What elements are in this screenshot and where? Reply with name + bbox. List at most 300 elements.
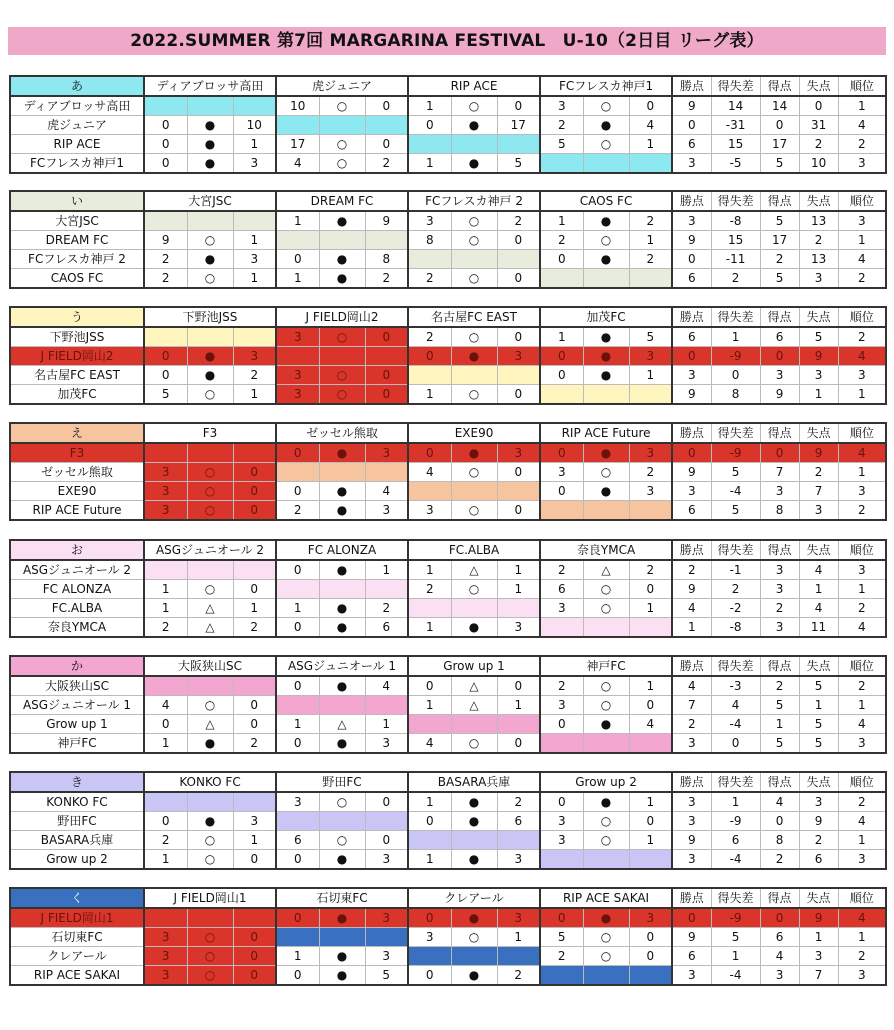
goals-against: 6: [365, 618, 408, 638]
self-match-cell: [540, 966, 583, 986]
goals-for: 3: [276, 327, 319, 347]
goals-against: 0: [233, 463, 276, 482]
goal-difference: -4: [711, 482, 760, 501]
goal-difference: -8: [711, 618, 760, 638]
goals-against: 4: [629, 116, 672, 135]
goals-against: 1: [629, 831, 672, 850]
goal-difference: -9: [711, 443, 760, 463]
stat-header: 得点: [760, 191, 799, 211]
goals-against: 0: [629, 96, 672, 116]
result-mark: ●: [583, 443, 629, 463]
result-mark: ●: [451, 966, 497, 986]
result-mark: ●: [451, 812, 497, 831]
self-match-cell: [319, 231, 365, 250]
self-match-cell: [497, 831, 540, 850]
stat-header: 勝点: [672, 76, 711, 96]
self-match-cell: [497, 250, 540, 269]
points: 4: [672, 599, 711, 618]
goals-against: 1: [233, 231, 276, 250]
goals-conceded: 7: [799, 966, 838, 986]
table-row: [10, 928, 886, 947]
rank: 1: [838, 696, 886, 715]
result-mark: ●: [451, 850, 497, 870]
opponent-header: ASGジュニオール 1: [276, 656, 408, 676]
stat-header: 得失差: [711, 191, 760, 211]
self-match-cell: [583, 385, 629, 405]
result-mark: ●: [451, 116, 497, 135]
self-match-cell: [451, 250, 497, 269]
goals-against: 5: [365, 966, 408, 986]
table-row: [10, 908, 886, 928]
result-mark: ●: [319, 850, 365, 870]
table-row: [10, 250, 886, 269]
rank: 4: [838, 250, 886, 269]
goals-conceded: 3: [799, 269, 838, 289]
result-mark: ○: [583, 580, 629, 599]
result-mark: ○: [187, 482, 233, 501]
result-mark: ●: [319, 908, 365, 928]
opponent-header: F3: [144, 423, 276, 443]
goal-difference: -9: [711, 908, 760, 928]
goals-conceded: 4: [799, 560, 838, 580]
goals-conceded: 1: [799, 928, 838, 947]
table-row: [10, 366, 886, 385]
self-match-cell: [319, 347, 365, 366]
points: 0: [672, 908, 711, 928]
goal-difference: -9: [711, 812, 760, 831]
result-mark: ●: [451, 618, 497, 638]
goals-for: 1: [408, 618, 451, 638]
goals-against: 5: [497, 154, 540, 174]
result-mark: ○: [187, 831, 233, 850]
result-mark: ●: [451, 792, 497, 812]
team-name: FCフレスカ神戸1: [10, 154, 144, 174]
table-row: [10, 831, 886, 850]
stat-header: 得点: [760, 540, 799, 560]
goals-for: 1: [276, 947, 319, 966]
result-mark: ○: [187, 928, 233, 947]
league-table-7: [9, 771, 887, 870]
result-mark: ●: [187, 347, 233, 366]
points: 3: [672, 734, 711, 754]
goals-for: 3: [276, 385, 319, 405]
result-mark: ●: [583, 482, 629, 501]
goal-difference: 5: [711, 928, 760, 947]
result-mark: ○: [187, 269, 233, 289]
result-mark: ○: [451, 734, 497, 754]
stat-header: 順位: [838, 423, 886, 443]
opponent-header: FC.ALBA: [408, 540, 540, 560]
self-match-cell: [497, 482, 540, 501]
self-match-cell: [629, 850, 672, 870]
rank: 2: [838, 947, 886, 966]
stat-header: 得点: [760, 656, 799, 676]
goal-difference: 0: [711, 734, 760, 754]
rank: 1: [838, 831, 886, 850]
team-name: 名古屋FC EAST: [10, 366, 144, 385]
goals-scored: 0: [760, 443, 799, 463]
goals-against: 0: [233, 928, 276, 947]
opponent-header: クレアール: [408, 888, 540, 908]
stat-header: 得失差: [711, 307, 760, 327]
goals-for: 0: [408, 347, 451, 366]
goals-for: 1: [408, 154, 451, 174]
goals-for: 2: [540, 947, 583, 966]
self-match-cell: [144, 211, 187, 231]
goals-against: 0: [233, 580, 276, 599]
goals-conceded: 13: [799, 211, 838, 231]
team-name: J FIELD岡山1: [10, 908, 144, 928]
goals-for: 1: [408, 792, 451, 812]
result-mark: △: [451, 560, 497, 580]
goals-for: 0: [276, 908, 319, 928]
points: 6: [672, 327, 711, 347]
goals-for: 0: [276, 250, 319, 269]
goals-scored: 6: [760, 928, 799, 947]
goals-against: 3: [629, 908, 672, 928]
goals-against: 2: [365, 154, 408, 174]
stat-header: 得点: [760, 307, 799, 327]
result-mark: △: [583, 560, 629, 580]
goals-for: 1: [408, 850, 451, 870]
goals-scored: 7: [760, 463, 799, 482]
self-match-cell: [319, 116, 365, 135]
points: 7: [672, 696, 711, 715]
points: 3: [672, 366, 711, 385]
self-match-cell: [629, 618, 672, 638]
goals-against: 1: [497, 696, 540, 715]
goals-scored: 0: [760, 908, 799, 928]
team-name: 石切東FC: [10, 928, 144, 947]
goals-against: 2: [629, 560, 672, 580]
goals-scored: 5: [760, 734, 799, 754]
goal-difference: 5: [711, 463, 760, 482]
goals-against: 2: [233, 618, 276, 638]
stat-header: 失点: [799, 191, 838, 211]
table-row: [10, 696, 886, 715]
stat-header: 順位: [838, 656, 886, 676]
self-match-cell: [540, 618, 583, 638]
goals-for: 3: [276, 792, 319, 812]
header-row: [10, 307, 886, 327]
goal-difference: -3: [711, 676, 760, 696]
team-name: FCフレスカ神戸 2: [10, 250, 144, 269]
team-name: Grow up 2: [10, 850, 144, 870]
goals-scored: 3: [760, 560, 799, 580]
result-mark: ●: [187, 734, 233, 754]
rank: 1: [838, 96, 886, 116]
self-match-cell: [408, 715, 451, 734]
result-mark: ●: [583, 715, 629, 734]
goals-against: 0: [233, 966, 276, 986]
goals-for: 0: [540, 366, 583, 385]
goals-against: 0: [497, 96, 540, 116]
goals-conceded: 4: [799, 599, 838, 618]
result-mark: ○: [451, 463, 497, 482]
points: 1: [672, 618, 711, 638]
team-name: ASGジュニオール 2: [10, 560, 144, 580]
rank: 2: [838, 792, 886, 812]
opponent-header: 名古屋FC EAST: [408, 307, 540, 327]
goals-against: 4: [629, 715, 672, 734]
self-match-cell: [233, 327, 276, 347]
result-mark: ○: [583, 463, 629, 482]
self-match-cell: [365, 463, 408, 482]
table-row: [10, 966, 886, 986]
stat-header: 勝点: [672, 307, 711, 327]
result-mark: ○: [451, 327, 497, 347]
goal-difference: -4: [711, 850, 760, 870]
result-mark: △: [187, 618, 233, 638]
team-name: クレアール: [10, 947, 144, 966]
table-row: [10, 482, 886, 501]
goals-for: 3: [540, 463, 583, 482]
goals-against: 1: [629, 135, 672, 154]
stat-header: 失点: [799, 772, 838, 792]
self-match-cell: [319, 812, 365, 831]
opponent-header: 石切東FC: [276, 888, 408, 908]
self-match-cell: [629, 154, 672, 174]
goals-for: 1: [540, 211, 583, 231]
stat-header: 失点: [799, 307, 838, 327]
goals-against: 0: [497, 463, 540, 482]
table-row: [10, 463, 886, 482]
goals-against: 3: [365, 908, 408, 928]
goals-against: 2: [365, 599, 408, 618]
goals-scored: 8: [760, 831, 799, 850]
result-mark: ○: [583, 96, 629, 116]
self-match-cell: [540, 734, 583, 754]
goals-conceded: 11: [799, 618, 838, 638]
goals-for: 1: [276, 715, 319, 734]
goals-scored: 3: [760, 366, 799, 385]
result-mark: ○: [187, 850, 233, 870]
goals-conceded: 3: [799, 366, 838, 385]
group-label: え: [10, 423, 144, 443]
team-name: 大宮JSC: [10, 211, 144, 231]
team-name: F3: [10, 443, 144, 463]
stat-header: 得失差: [711, 76, 760, 96]
self-match-cell: [408, 482, 451, 501]
opponent-header: 奈良YMCA: [540, 540, 672, 560]
result-mark: ○: [319, 154, 365, 174]
goals-conceded: 7: [799, 482, 838, 501]
goals-scored: 3: [760, 966, 799, 986]
goals-conceded: 2: [799, 231, 838, 250]
goals-scored: 0: [760, 116, 799, 135]
self-match-cell: [144, 560, 187, 580]
result-mark: ○: [187, 501, 233, 521]
self-match-cell: [497, 366, 540, 385]
points: 3: [672, 792, 711, 812]
self-match-cell: [408, 831, 451, 850]
header-row: [10, 191, 886, 211]
team-name: ゼッセル熊取: [10, 463, 144, 482]
goals-conceded: 1: [799, 580, 838, 599]
result-mark: ○: [319, 135, 365, 154]
team-name: 大阪狭山SC: [10, 676, 144, 696]
goals-against: 2: [233, 734, 276, 754]
self-match-cell: [497, 135, 540, 154]
self-match-cell: [583, 966, 629, 986]
goals-against: 3: [365, 947, 408, 966]
table-row: [10, 501, 886, 521]
table-row: [10, 327, 886, 347]
opponent-header: 野田FC: [276, 772, 408, 792]
goal-difference: 14: [711, 96, 760, 116]
goals-for: 0: [540, 347, 583, 366]
stat-header: 勝点: [672, 772, 711, 792]
table-row: [10, 231, 886, 250]
table-row: [10, 947, 886, 966]
self-match-cell: [319, 928, 365, 947]
goals-against: 0: [497, 231, 540, 250]
goals-against: 1: [629, 676, 672, 696]
goals-against: 0: [233, 850, 276, 870]
goals-conceded: 31: [799, 116, 838, 135]
goals-scored: 8: [760, 501, 799, 521]
goals-against: 1: [629, 599, 672, 618]
points: 9: [672, 831, 711, 850]
stat-header: 勝点: [672, 191, 711, 211]
goals-against: 0: [233, 482, 276, 501]
result-mark: ●: [319, 734, 365, 754]
self-match-cell: [144, 443, 187, 463]
goals-for: 0: [144, 116, 187, 135]
self-match-cell: [451, 482, 497, 501]
goals-conceded: 10: [799, 154, 838, 174]
self-match-cell: [276, 580, 319, 599]
opponent-header: 神戸FC: [540, 656, 672, 676]
goals-for: 1: [408, 385, 451, 405]
goal-difference: 8: [711, 385, 760, 405]
points: 9: [672, 231, 711, 250]
goals-against: 4: [365, 676, 408, 696]
stat-header: 得点: [760, 888, 799, 908]
self-match-cell: [233, 792, 276, 812]
goals-against: 0: [497, 269, 540, 289]
self-match-cell: [540, 269, 583, 289]
stat-header: 得点: [760, 423, 799, 443]
self-match-cell: [497, 947, 540, 966]
table-row: [10, 443, 886, 463]
result-mark: ○: [187, 231, 233, 250]
goals-for: 3: [408, 211, 451, 231]
result-mark: ●: [319, 947, 365, 966]
goals-for: 3: [144, 966, 187, 986]
goals-for: 3: [408, 501, 451, 521]
result-mark: ●: [451, 908, 497, 928]
team-name: EXE90: [10, 482, 144, 501]
stat-header: 得点: [760, 76, 799, 96]
result-mark: ○: [187, 947, 233, 966]
goals-against: 0: [233, 715, 276, 734]
goals-for: 2: [408, 580, 451, 599]
goal-difference: 15: [711, 231, 760, 250]
team-name: KONKO FC: [10, 792, 144, 812]
table-row: [10, 347, 886, 366]
goals-scored: 2: [760, 850, 799, 870]
goals-conceded: 9: [799, 347, 838, 366]
stat-header: 失点: [799, 423, 838, 443]
points: 0: [672, 347, 711, 366]
goals-for: 2: [540, 231, 583, 250]
self-match-cell: [408, 135, 451, 154]
goals-for: 5: [144, 385, 187, 405]
header-row: [10, 423, 886, 443]
goals-for: 5: [540, 928, 583, 947]
goals-for: 0: [408, 116, 451, 135]
goals-against: 0: [629, 928, 672, 947]
self-match-cell: [187, 443, 233, 463]
self-match-cell: [583, 734, 629, 754]
goals-for: 2: [540, 560, 583, 580]
self-match-cell: [276, 347, 319, 366]
group-label: く: [10, 888, 144, 908]
self-match-cell: [276, 928, 319, 947]
team-name: J FIELD岡山2: [10, 347, 144, 366]
goals-for: 6: [276, 831, 319, 850]
goals-conceded: 1: [799, 696, 838, 715]
result-mark: ○: [451, 385, 497, 405]
goals-against: 1: [497, 560, 540, 580]
result-mark: ○: [583, 696, 629, 715]
goals-against: 3: [497, 850, 540, 870]
result-mark: ○: [319, 385, 365, 405]
goals-for: 1: [144, 734, 187, 754]
rank: 1: [838, 463, 886, 482]
points: 6: [672, 501, 711, 521]
self-match-cell: [365, 231, 408, 250]
result-mark: ○: [187, 580, 233, 599]
stat-header: 得失差: [711, 540, 760, 560]
rank: 4: [838, 443, 886, 463]
rank: 3: [838, 211, 886, 231]
result-mark: ○: [319, 792, 365, 812]
result-mark: △: [451, 696, 497, 715]
self-match-cell: [365, 812, 408, 831]
goals-for: 0: [276, 443, 319, 463]
opponent-header: 虎ジュニア: [276, 76, 408, 96]
goals-against: 0: [365, 385, 408, 405]
group-label: き: [10, 772, 144, 792]
result-mark: ○: [187, 696, 233, 715]
goals-against: 0: [365, 96, 408, 116]
goals-against: 3: [629, 347, 672, 366]
goal-difference: -31: [711, 116, 760, 135]
result-mark: ●: [319, 560, 365, 580]
stat-header: 勝点: [672, 540, 711, 560]
goal-difference: -1: [711, 560, 760, 580]
self-match-cell: [629, 501, 672, 521]
goals-scored: 2: [760, 599, 799, 618]
goals-conceded: 13: [799, 250, 838, 269]
page-title: 2022.SUMMER 第7回 MARGARINA FESTIVAL U-10（2日目 リーグ表）: [8, 27, 886, 55]
goals-against: 0: [629, 947, 672, 966]
self-match-cell: [540, 850, 583, 870]
goals-scored: 3: [760, 580, 799, 599]
self-match-cell: [144, 96, 187, 116]
goal-difference: 2: [711, 580, 760, 599]
goals-for: 3: [540, 812, 583, 831]
goals-for: 0: [540, 715, 583, 734]
goals-conceded: 5: [799, 715, 838, 734]
stat-header: 失点: [799, 888, 838, 908]
self-match-cell: [187, 96, 233, 116]
goals-scored: 5: [760, 154, 799, 174]
self-match-cell: [629, 966, 672, 986]
result-mark: ●: [187, 250, 233, 269]
